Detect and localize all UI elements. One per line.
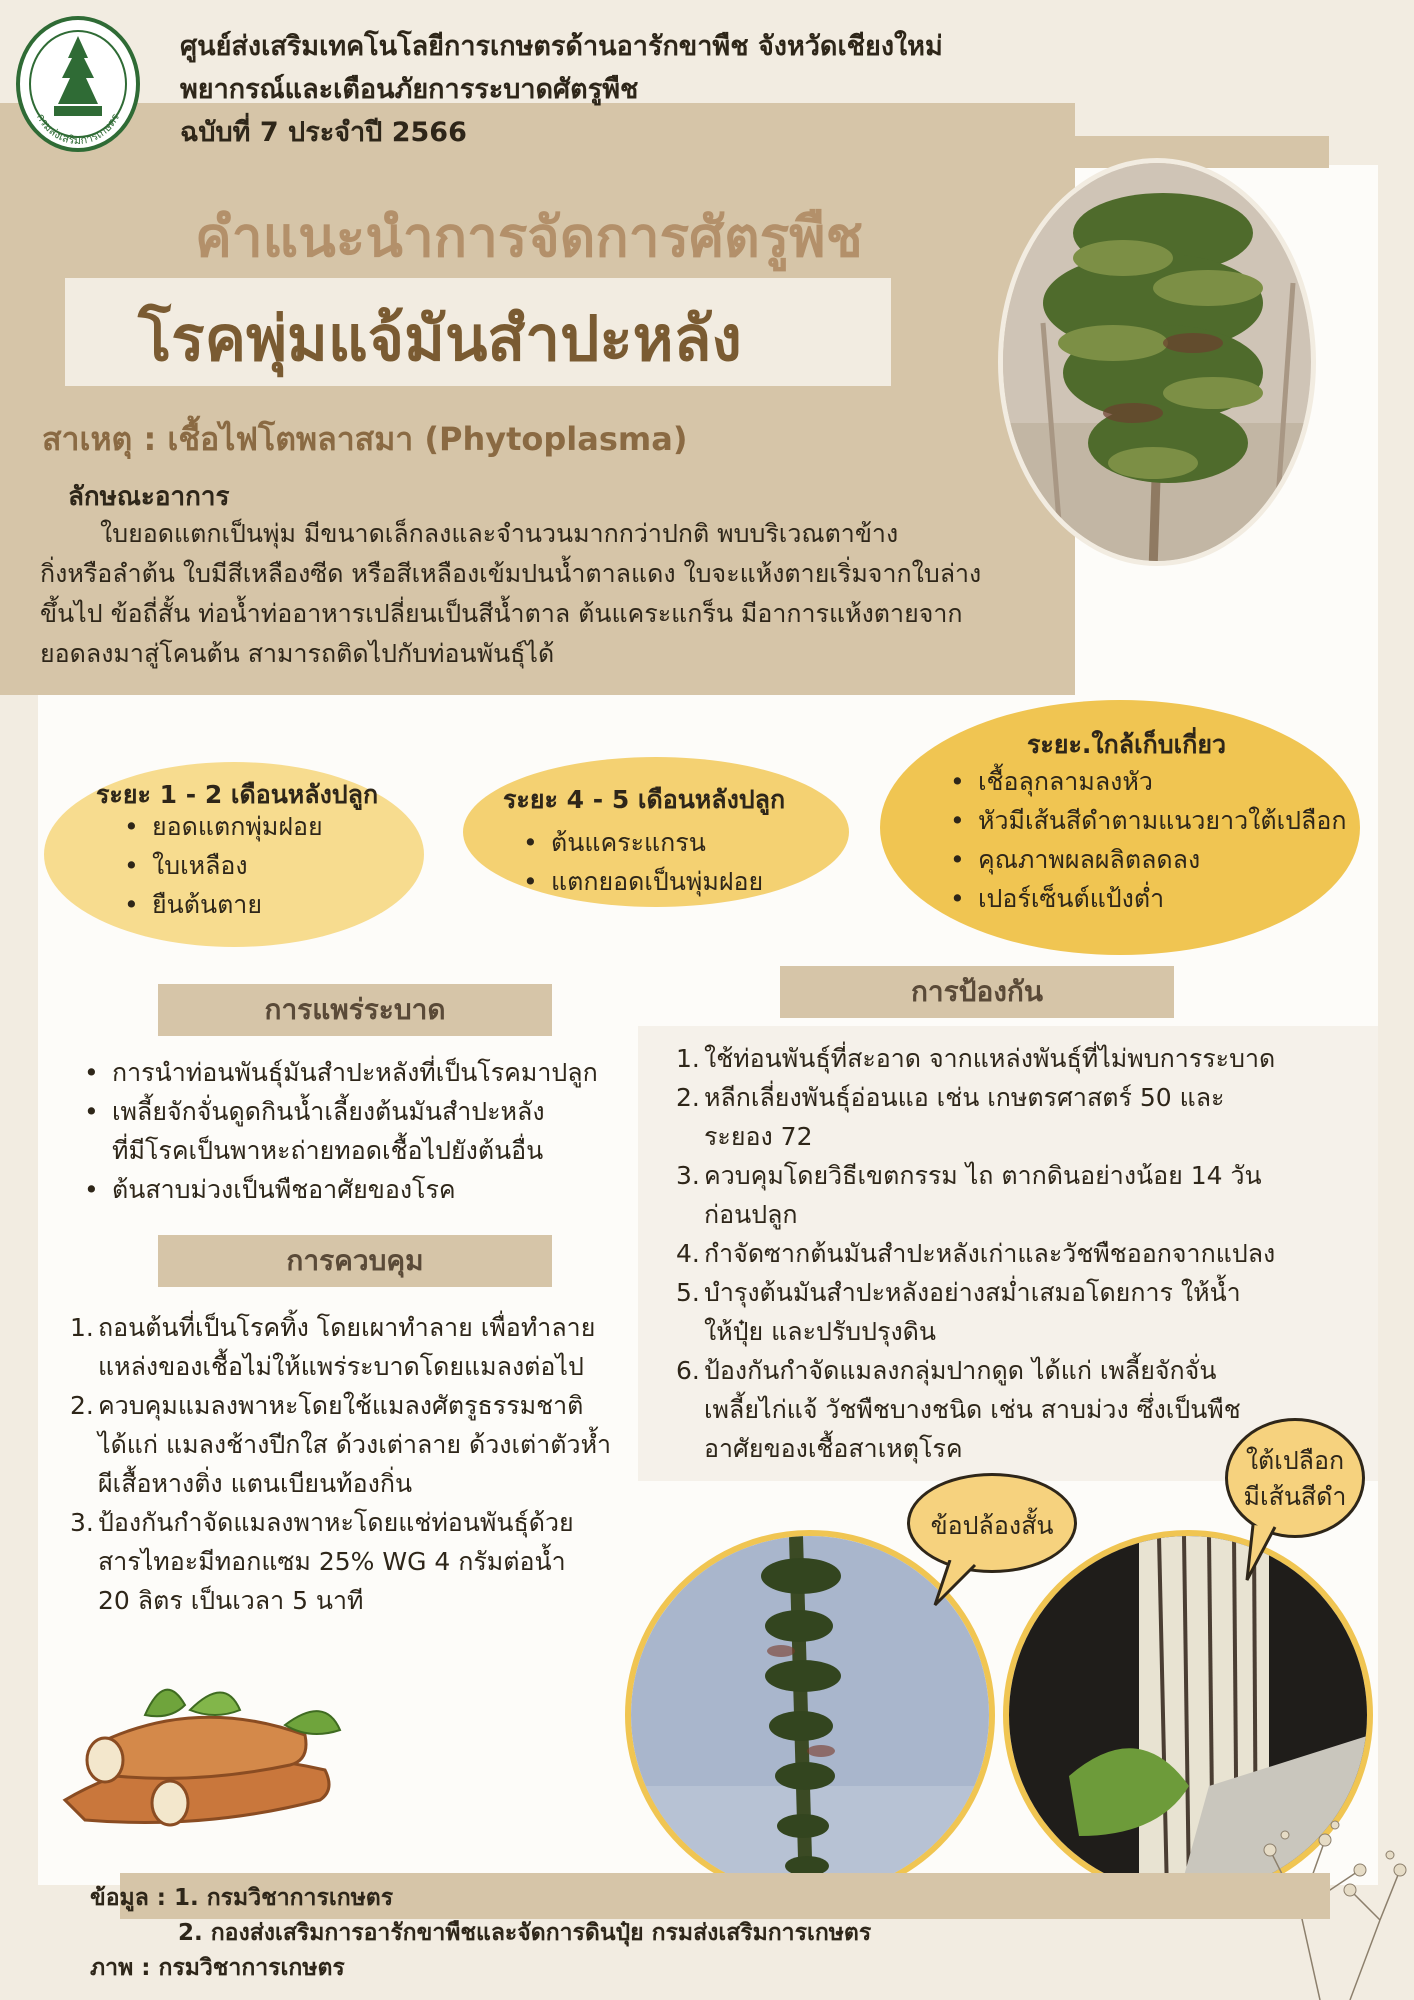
prevention-heading: การป้องกัน [780,966,1174,1018]
stage-1-title: ระยะ 1 - 2 เดือนหลังปลูก [96,780,379,809]
control-item-text: ผีเสื้อหางติ่ง แตนเบียนท้องกิ่น [98,1469,413,1498]
prevention-item-text: เพลี้ยไก่แจ้ วัชพืชบางชนิด เช่น สาบม่วง ซึ่งเป็นพืช [704,1395,1241,1424]
stage-2-title: ระยะ 4 - 5 เดือนหลังปลูก [503,785,786,814]
header-line-2: พยากรณ์และเตือนภัยการระบาดศัตรูพืช [180,74,639,105]
stage-3-item: • เปอร์เซ็นต์แป้งต่ำ [944,879,1346,918]
control-heading: การควบคุม [158,1235,552,1287]
callout-bark-line-2: มีเส้นสีดำ [1243,1482,1347,1511]
disease-title: โรคพุ่มแจ้มันสำปะหลัง [138,302,742,375]
symptoms-heading: ลักษณะอาการ [68,482,230,512]
stage-3-item: • เชื้อลุกลามลงหัว [944,762,1346,801]
prevention-item-text: ใช้ท่อนพันธุ์ที่สะอาด จากแหล่งพันธุ์ที่ไม่พบการระบาด [704,1044,1276,1073]
callout-tail-1 [930,1560,990,1610]
logo-text: กรมส่งเสริมการเกษตร [33,111,123,148]
source-1: ข้อมูล : 1. กรมวิชาการเกษตร [90,1885,394,1911]
control-item-text: ได้แก่ แมลงช้างปีกใส ด้วงเต่าลาย ด้วงเต่าตัวห้ำ [98,1430,612,1459]
callout-tail-2 [1245,1525,1285,1585]
spread-item-text: เพลี้ยจักจั่นดูดกินน้ำเลี้ยงต้นมันสำปะหลัง [112,1097,545,1126]
stage-1-item: • ยืนต้นตาย [118,885,323,924]
source-2: 2. กองส่งเสริมการอารักขาพืชและจัดการดินปุ๋ย กรมส่งเสริมการเกษตร [178,1920,872,1946]
prevention-item: 6. ป้องกันกำจัดแมลงกลุ่มปากดูด ได้แก่ เพลี้ยจักจั่น เพลี้ยไก่แจ้ วัชพืชบางชนิด เช่น สาบม่วง ซึ่งเป็นพืช อาศัยของเชื้อสาเหตุโรค [676,1356,1241,1463]
control-item: 2. ควบคุมแมลงพาหะโดยใช้แมลงศัตรูธรรมชาติ ได้แก่ แมลงช้างปีกใส ด้วงเต่าลาย ด้วงเต่าตัวห้ำ ผีเสื้อหางติ่ง แตนเบียนท้องกิ่น [70,1391,612,1498]
header-line-1: ศูนย์ส่งเสริมเทคโนโลยีการเกษตรด้านอารักขาพืช จังหวัดเชียงใหม่ [180,31,943,62]
prevention-item-text: กำจัดซากต้นมันสำปะหลังเก่าและวัชพืชออกจากแปลง [704,1239,1276,1268]
control-item: 1. ถอนต้นที่เป็นโรคทิ้ง โดยเผาทำลาย เพื่อทำลาย แหล่งของเชื้อไม่ให้แพร่ระบาดโดยแมลงต่อไป [70,1313,596,1381]
callout-bark-lines [1225,1418,1365,1538]
stage-3-item: • หัวมีเส้นสีดำตามแนวยาวใต้เปลือก [944,801,1346,840]
spread-item [78,1053,598,1092]
prevention-item-text: อาศัยของเชื้อสาเหตุโรค [704,1434,963,1463]
stage-1-list [118,807,323,924]
stage-3-title: ระยะ.ใกล้เก็บเกี่ยว [1027,730,1227,759]
cassava-witches-broom-photo [998,158,1316,566]
control-item: 3. ป้องกันกำจัดแมลงพาหะโดยแช่ท่อนพันธุ์ด้วย สารไทอะมีทอกแซม 25% WG 4 กรัมต่อน้ำ 20 ลิตร เป็นเวลา 5 นาที [70,1508,574,1615]
prevention-item-text: ป้องกันกำจัดแมลงกลุ่มปากดูด ได้แก่ เพลี้ยจักจั่น [704,1356,1217,1385]
symptoms-line: ขึ้นไป ข้อถี่สั้น ท่อน้ำท่ออาหารเปลี่ยนเป็นสีน้ำตาล ต้นแคระแกร็น มีอาการแห้งตายจาก [40,599,963,628]
header-accent-strip [1075,136,1329,168]
symptoms-line: ยอดลงมาสู่โคนต้น สามารถติดไปกับท่อนพันธุ์ได้ [40,639,555,668]
prevention-item-text: ให้ปุ๋ย และปรับปรุงดิน [704,1317,937,1346]
spread-item-text: การนำท่อนพันธุ์มันสำปะหลังที่เป็นโรคมาปลูก [112,1058,598,1087]
control-item-text: ควบคุมแมลงพาหะโดยใช้แมลงศัตรูธรรมชาติ [98,1391,584,1420]
stage-2-list [517,823,763,901]
prevention-item-text: ควบคุมโดยวิธีเขตกรรม ไถ ตากดินอย่างน้อย 14 วัน [704,1161,1262,1190]
spread-item-text: ที่มีโรคเป็นพาหะถ่ายทอดเชื้อไปยังต้นอื่น [112,1136,544,1165]
spread-item-text: ต้นสาบม่วงเป็นพืชอาศัยของโรค [112,1175,456,1204]
symptoms-line: ใบยอดแตกเป็นพุ่ม มีขนาดเล็กลงและจำนวนมากกว่าปกติ พบบริเวณตาข้าง [100,519,899,548]
stage-1-item: • ใบเหลือง [118,846,323,885]
main-title: คำแนะนำการจัดการศัตรูพืช [195,205,863,269]
cassava-root-illustration [55,1675,355,1845]
control-item-text: สารไทอะมีทอกแซม 25% WG 4 กรัมต่อน้ำ [98,1547,566,1576]
prevention-item-text: ระยอง 72 [704,1122,813,1151]
spread-list [78,1053,598,1209]
spread-item [78,1092,598,1170]
callout-bark-line-1: ใต้เปลือก [1245,1446,1345,1475]
stage-2-item: • ต้นแคระแกรน [517,823,763,862]
stage-3-list [944,762,1346,918]
cause-text: สาเหตุ : เชื้อไฟโตพลาสมา (Phytoplasma) [42,420,688,458]
control-item-text: ถอนต้นที่เป็นโรคทิ้ง โดยเผาทำลาย เพื่อทำลาย [98,1313,596,1342]
department-logo [14,14,142,155]
callout-short-node: ข้อปล้องสั้น [907,1473,1077,1573]
control-item-text: ป้องกันกำจัดแมลงพาหะโดยแช่ท่อนพันธุ์ด้วย [98,1508,574,1537]
spread-item [78,1170,598,1209]
control-list [70,1308,630,1620]
prevention-item: 4. กำจัดซากต้นมันสำปะหลังเก่าและวัชพืชออกจากแปลง [676,1239,1276,1268]
issue-number: ฉบับที่ 7 ประจำปี 2566 [180,117,467,148]
prevention-list [676,1039,1316,1468]
spread-heading: การแพร่ระบาด [158,984,552,1036]
stage-1-item: • ยอดแตกพุ่มฝอย [118,807,323,846]
prevention-item: 3. ควบคุมโดยวิธีเขตกรรม ไถ ตากดินอย่างน้อย 14 วัน ก่อนปลูก [676,1161,1262,1229]
prevention-item: 5. บำรุงต้นมันสำปะหลังอย่างสม่ำเสมอโดยการ ให้น้ำ ให้ปุ๋ย และปรับปรุงดิน [676,1278,1241,1346]
symptoms-line: กิ่งหรือลำต้น ใบมีสีเหลืองซีด หรือสีเหลืองเข้มปนน้ำตาลแดง ใบจะแห้งตายเริ่มจากใบล่าง [40,559,982,588]
prevention-item-text: หลีกเลี่ยงพันธุ์อ่อนแอ เช่น เกษตรศาสตร์ 50 และ [704,1083,1225,1112]
prevention-item-text: ก่อนปลูก [704,1200,798,1229]
stage-2-item: • แตกยอดเป็นพุ่มฝอย [517,862,763,901]
prevention-item: 1. ใช้ท่อนพันธุ์ที่สะอาด จากแหล่งพันธุ์ที่ไม่พบการระบาด [676,1044,1276,1073]
prevention-item: 2. หลีกเลี่ยงพันธุ์อ่อนแอ เช่น เกษตรศาสตร์ 50 และ ระยอง 72 [676,1083,1225,1151]
image-credit: ภาพ : กรมวิชาการเกษตร [90,1955,345,1981]
control-item-text: แหล่งของเชื้อไม่ให้แพร่ระบาดโดยแมลงต่อไป [98,1352,584,1381]
stage-3-item: • คุณภาพผลผลิตลดลง [944,840,1346,879]
prevention-item-text: บำรุงต้นมันสำปะหลังอย่างสม่ำเสมอโดยการ ให้น้ำ [704,1278,1241,1307]
control-item-text: 20 ลิตร เป็นเวลา 5 นาที [98,1586,364,1615]
symptoms-paragraph [40,514,1070,674]
